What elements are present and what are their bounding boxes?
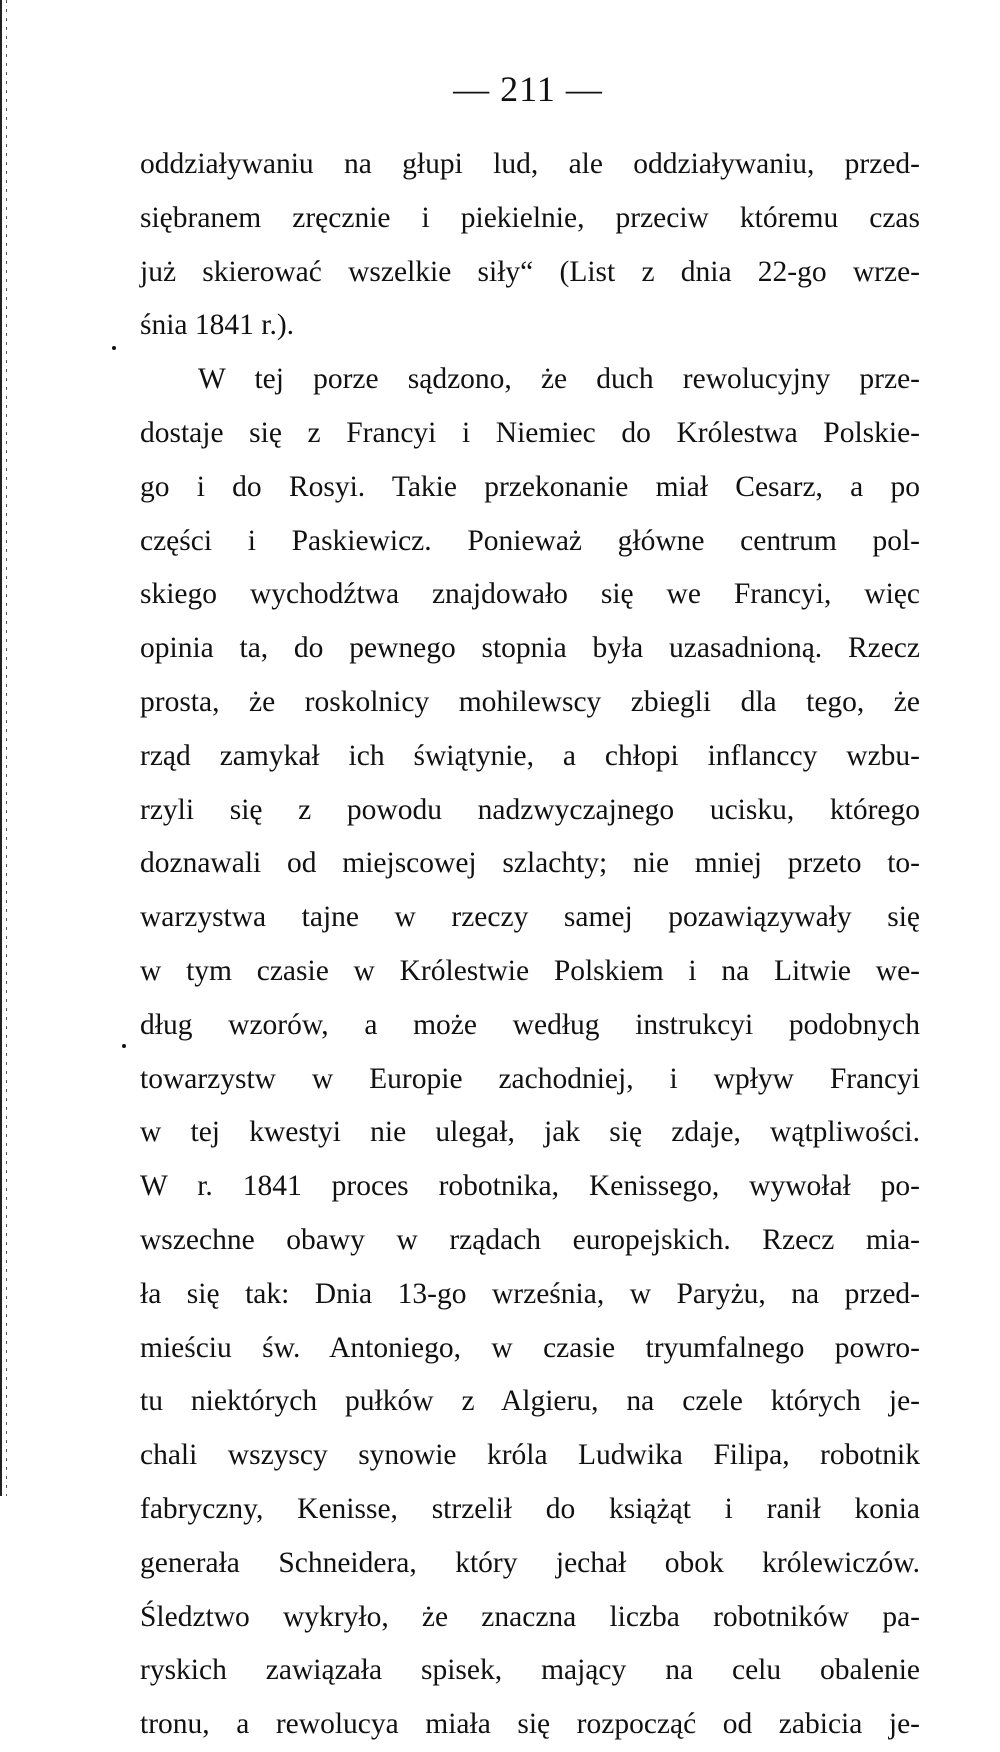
- text-line: już skierować wszelkie siły“ (List z dnia 22-go wrze-: [140, 255, 920, 288]
- margin-mark: [122, 1044, 126, 1048]
- margin-mark: [112, 346, 116, 350]
- text-line: części i Paskiewicz. Ponieważ główne centrum pol-: [140, 524, 920, 557]
- text-line: oddziaływaniu na głupi lud, ale oddziaływaniu, przed-: [140, 148, 920, 180]
- text-line: rzyli się z powodu nadzwyczajnego ucisku, którego: [140, 793, 920, 826]
- text-line: śnia 1841 r.).: [140, 309, 295, 342]
- text-line: prosta, że roskolnicy mohilewscy zbiegli dla tego, że: [140, 685, 920, 718]
- text-line: towarzystw w Europie zachodniej, i wpływ Francyi: [140, 1062, 920, 1095]
- page-number: — 211 —: [453, 69, 603, 109]
- text-line: go i do Rosyi. Takie przekonanie miał Cesarz, a po: [140, 470, 920, 503]
- text-line: doznawali od miejscowej szlachty; nie mniej przeto to-: [140, 847, 920, 880]
- text-line: opinia ta, do pewnego stopnia była uzasadnioną. Rzecz: [140, 632, 920, 665]
- text-line: wszechne obawy w rządach europejskich. Rzecz mia-: [140, 1223, 920, 1256]
- text-line: mieściu św. Antoniego, w czasie tryumfalnego powro-: [140, 1331, 920, 1364]
- binding-edge: [0, 0, 14, 1496]
- text-line: warzystwa tajne w rzeczy samej pozawiązywały się: [140, 901, 920, 934]
- text-line: chali wszyscy synowie króla Ludwika Filipa, robotnik: [140, 1439, 920, 1472]
- text-line: w tej kwestyi nie ulegał, jak się zdaje, wątpliwości.: [140, 1116, 920, 1149]
- text-line: tu niektórych pułków z Algieru, na czele których je-: [140, 1385, 920, 1418]
- text-line: Śledztwo wykryło, że znaczna liczba robotników pa-: [140, 1600, 920, 1633]
- text-line: dostaje się z Francyi i Niemiec do Królestwa Polskie-: [140, 416, 920, 449]
- text-line: siębranem zręcznie i piekielnie, przeciw któremu czas: [140, 201, 920, 234]
- text-line: W r. 1841 proces robotnika, Kenissego, wywołał po-: [140, 1170, 920, 1203]
- text-line: skiego wychodźtwa znajdowało się we Francyi, więc: [140, 578, 920, 611]
- text-line: generała Schneidera, który jechał obok królewiczów.: [140, 1546, 920, 1579]
- text-line: fabryczny, Kenisse, strzelił do książąt i ranił konia: [140, 1492, 920, 1525]
- text-line: tronu, a rewolucya miała się rozpocząć od zabicia je-: [140, 1708, 920, 1741]
- text-line: ryskich zawiązała spisek, mający na celu obalenie: [140, 1654, 920, 1687]
- body-text: [140, 138, 920, 1752]
- text-line: dług wzorów, a może według instrukcyi podobnych: [140, 1008, 920, 1041]
- text-line: rząd zamykał ich świątynie, a chłopi inflanccy wzbu-: [140, 739, 920, 772]
- text-line: W tej porze sądzono, że duch rewolucyjny prze-: [198, 363, 920, 396]
- text-line: ła się tak: Dnia 13-go września, w Paryżu, na przed-: [140, 1277, 920, 1310]
- text-line: w tym czasie w Królestwie Polskiem i na Litwie we-: [140, 954, 920, 987]
